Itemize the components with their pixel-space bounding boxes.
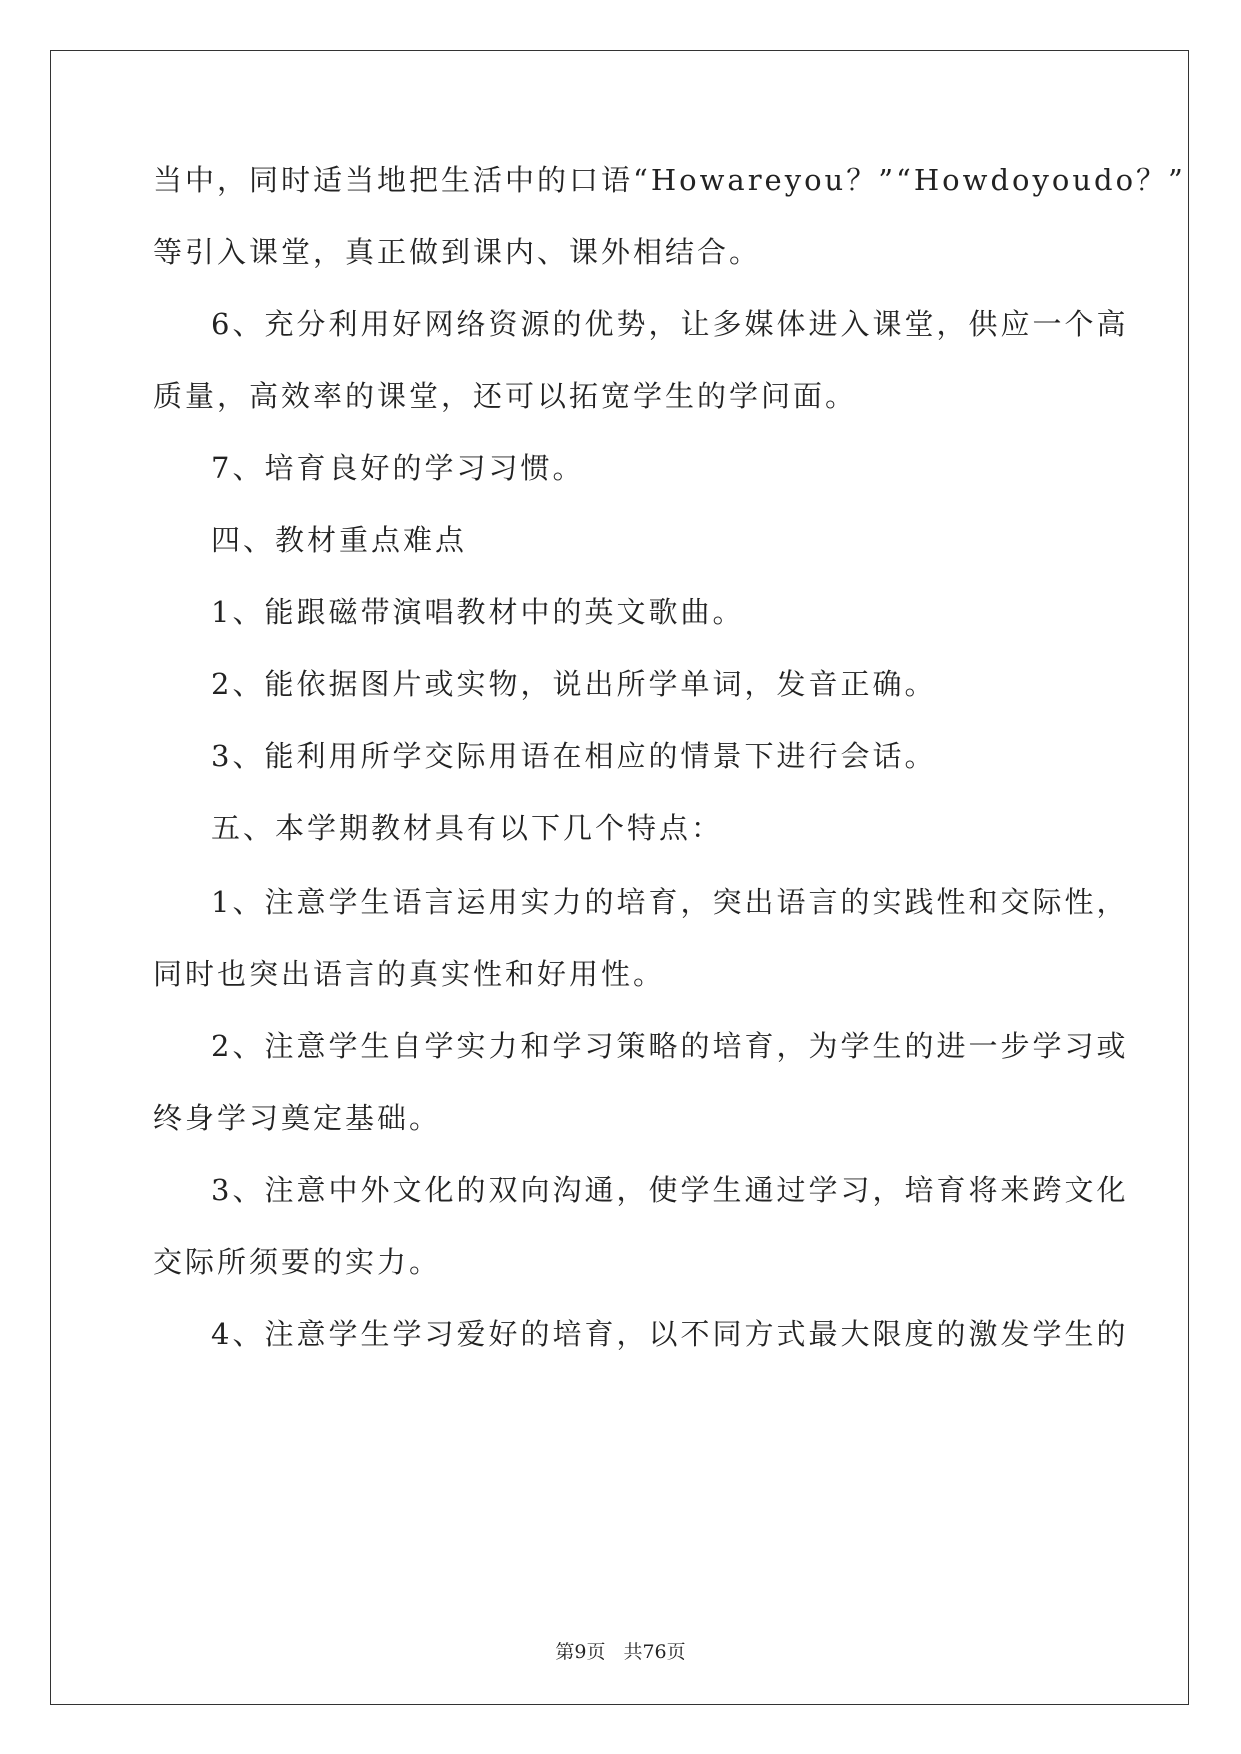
- page-footer: [0, 1640, 1241, 1664]
- text-line: 6、充分利用好网络资源的优势，让多媒体进入课堂，供应一个高: [211, 307, 1129, 341]
- text-line: 2、注意学生自学实力和学习策略的培育，为学生的进一步学习或: [211, 1029, 1129, 1063]
- text-line: 2、能依据图片或实物，说出所学单词，发音正确。: [211, 667, 937, 701]
- text-line: 终身学习奠定基础。: [153, 1101, 442, 1135]
- text-line: 7、培育良好的学习习惯。: [211, 451, 585, 485]
- text-line: 交际所须要的实力。: [153, 1245, 442, 1279]
- text-line: 等引入课堂，真正做到课内、课外相结合。: [153, 235, 762, 269]
- text-line: 同时也突出语言的真实性和好用性。: [153, 957, 666, 991]
- text-line: 质量，高效率的课堂，还可以拓宽学生的学问面。: [153, 379, 858, 413]
- page-border: [50, 50, 1189, 1705]
- section-heading: 五、本学期教材具有以下几个特点：: [211, 811, 724, 845]
- page-total: 共76页: [623, 1641, 686, 1663]
- text-line: 3、能利用所学交际用语在相应的情景下进行会话。: [211, 739, 937, 773]
- text-line: 4、注意学生学习爱好的培育，以不同方式最大限度的激发学生的: [211, 1317, 1129, 1351]
- text-line: 3、注意中外文化的双向沟通，使学生通过学习，培育将来跨文化: [211, 1173, 1129, 1207]
- text-line: 当中，同时适当地把生活中的口语“Howareyou？”“Howdoyoudo？”: [153, 163, 1186, 197]
- text-line: 1、注意学生语言运用实力的培育，突出语言的实践性和交际性，: [211, 885, 1129, 919]
- page-number: 第9页: [555, 1641, 606, 1663]
- section-heading: 四、教材重点难点: [211, 523, 468, 557]
- text-line: 1、能跟磁带演唱教材中的英文歌曲。: [211, 595, 745, 629]
